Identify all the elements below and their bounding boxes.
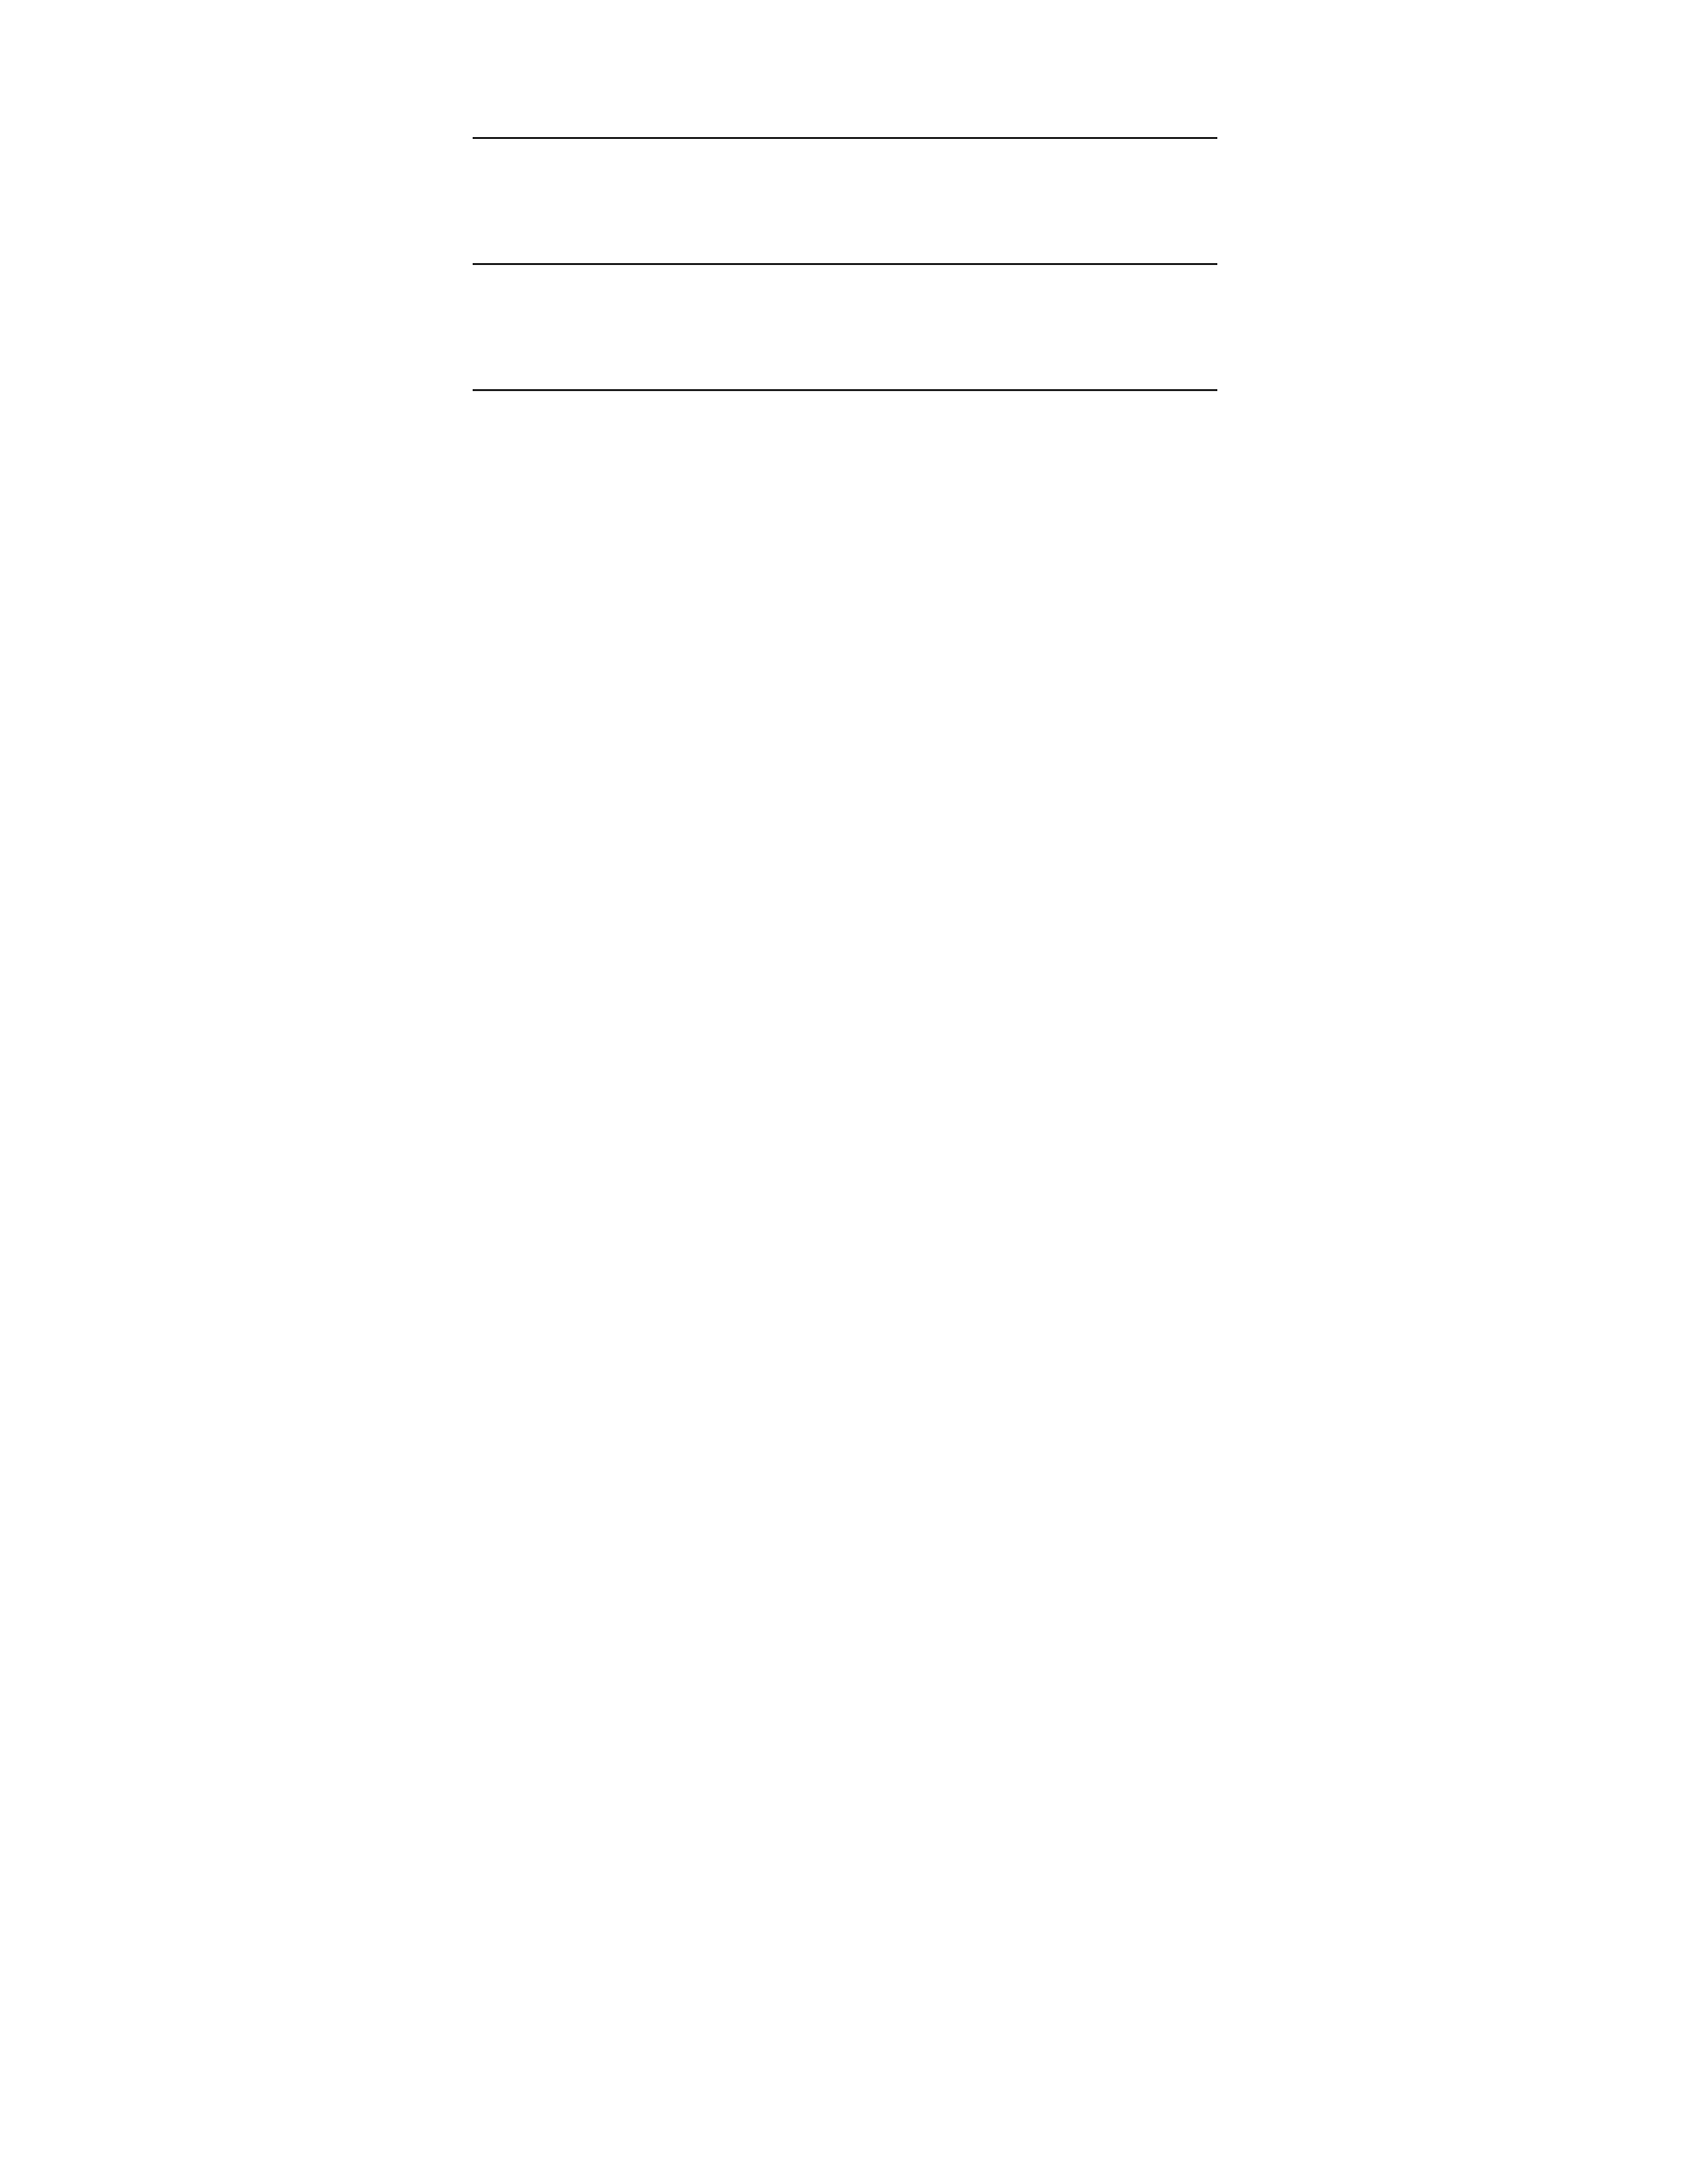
page-content [99,97,1589,391]
section-heading [99,184,1589,223]
section-divider [473,389,1217,391]
section-heading [99,310,1589,349]
section-divider [473,263,1217,265]
section-dispute-resolution [99,310,1589,349]
section-divider [473,137,1217,139]
section-termination [99,184,1589,223]
